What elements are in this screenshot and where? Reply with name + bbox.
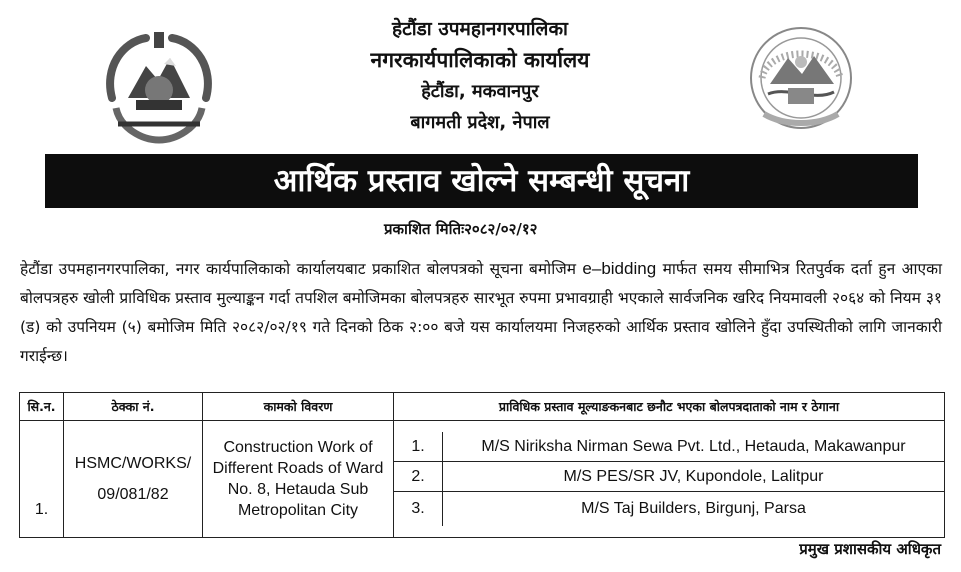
header-sn: सि.न.	[20, 393, 64, 421]
list-item	[394, 462, 944, 492]
province-country: बागमती प्रदेश, नेपाल	[410, 112, 550, 133]
nepal-government-emblem-icon	[98, 28, 220, 146]
hetauda-municipality-logo-icon	[748, 22, 854, 134]
bidders-list	[394, 432, 944, 526]
tender-table	[19, 392, 945, 538]
table-row	[20, 421, 945, 538]
office-name: नगरकार्यपालिकाको कार्यालय	[370, 48, 590, 72]
office-location: हेटौंडा, मकवानपुर	[421, 81, 539, 102]
body-text-part2: मार्फत समय सीमाभित्र रितपुर्वक दर्ता हुन आएका बोलपत्रहरु खोली प्राविधिक प्रस्ताव मुल्याङ्कन गर्दा तपशिल बमोजिमका बोलपत्रहरु सारभूत रुपमा प्रभावग्राही भएकाले सार्वजनिक खरिद नियमावली २०६४ को नियम ३१ (ड) को उपनियम (५) बमोजिम मिति २०८२/०२/१९ गते दिनको ठिक २:०० बजे यस कार्यालयमा निजहरुको आर्थिक प्रस्ताव खोलिने हुँदा उपस्थितीको लागि जानकारी गराईन्छ।	[20, 260, 942, 365]
body-ebidding: e–bidding	[582, 259, 657, 278]
list-item	[394, 432, 944, 462]
row-work-description	[203, 421, 394, 538]
bidder-name: M/S Taj Builders, Birgunj, Parsa	[443, 492, 945, 527]
bidder-number: 3.	[394, 492, 443, 527]
contract-no-text: HSMC/WORKS/ 09/081/82	[74, 455, 192, 503]
table-header-row	[20, 393, 945, 421]
bidder-name: M/S Niriksha Nirman Sewa Pvt. Ltd., Hetauda, Makawanpur	[443, 432, 945, 462]
work-description-text: Construction Work of Different Roads of Ward No. 8, Hetauda Sub Metropolitan City	[212, 439, 384, 519]
office-header	[260, 14, 700, 138]
bidder-number: 1.	[394, 432, 443, 462]
header-contract-no: ठेक्का नं.	[64, 393, 203, 421]
signatory-title: प्रमुख प्रशासकीय अधिकृत	[799, 540, 941, 558]
municipality-name: हेटौंडा उपमहानगरपालिका	[392, 18, 568, 40]
list-item	[394, 492, 944, 527]
notice-title-banner: आर्थिक प्रस्ताव खोल्ने सम्बन्धी सूचना	[45, 154, 918, 208]
bidder-number: 2.	[394, 462, 443, 492]
header-work-description: कामको विवरण	[203, 393, 394, 421]
published-date: प्रकाशित मितिः२०८२/०२/१२	[384, 220, 538, 238]
bidder-name: M/S PES/SR JV, Kupondole, Lalitpur	[443, 462, 945, 492]
row-contract-no	[64, 421, 203, 538]
header-bidders: प्राविधिक प्रस्ताव मूल्याङकनबाट छनौट भएका बोलपत्रदाताको नाम र ठेगाना	[394, 393, 945, 421]
body-text-part1: हेटौंडा उपमहानगरपालिका, नगर कार्यपालिकाको कार्यालयबाट प्रकाशित बोलपत्रको सूचना बमोजिम	[20, 260, 583, 278]
row-bidders	[394, 421, 945, 538]
row-sn: 1.	[20, 421, 64, 538]
notice-body	[20, 254, 942, 371]
